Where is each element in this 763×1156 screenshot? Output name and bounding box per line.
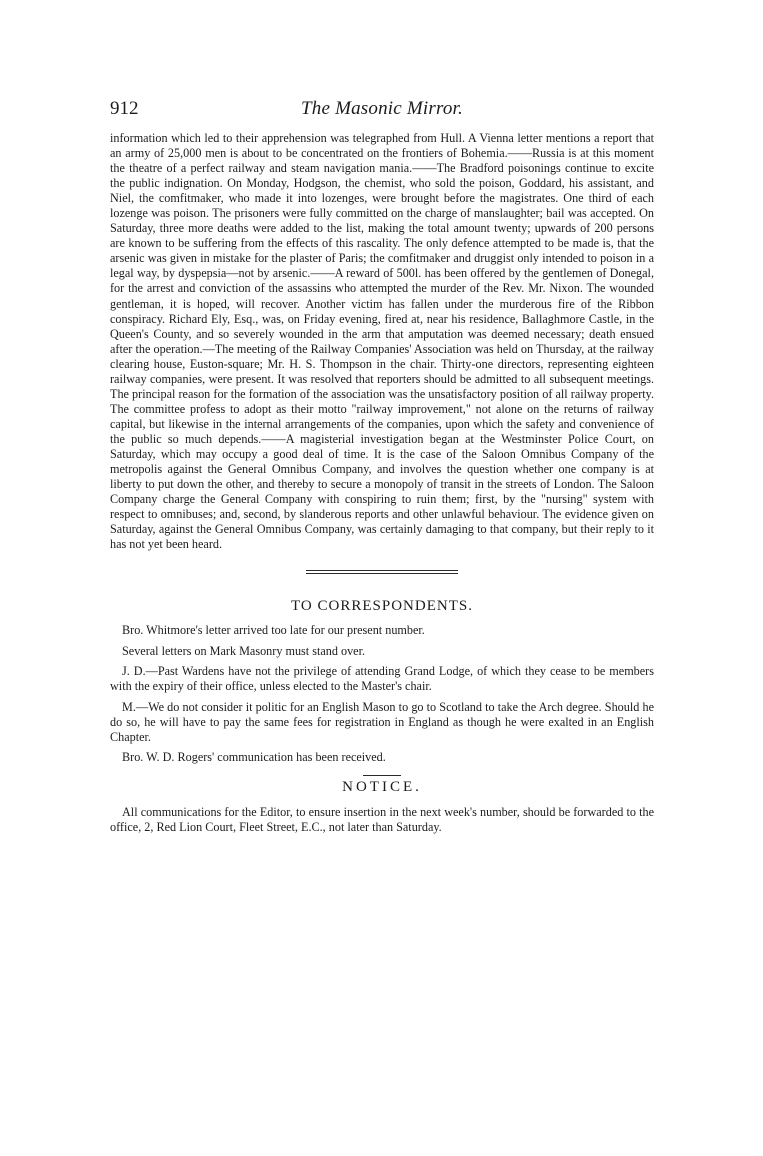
journal-page [110, 98, 654, 835]
running-head [110, 98, 654, 124]
section-divider-rule [306, 573, 458, 574]
correspondent-note: Several letters on Mark Masonry must stand over. [122, 643, 366, 658]
notice-divider-rule [363, 775, 401, 776]
page-number: 912 [110, 98, 139, 119]
correspondent-note: Bro. Whitmore's letter arrived too late for our present number. [122, 623, 425, 638]
section-divider-rule [306, 570, 458, 571]
correspondents-list [110, 623, 654, 765]
correspondent-note: J. D.—Past Wardens have not the privilege of attending Grand Lodge, of which they cease to be members with the expiry of their office, unless elected to the Master's chair. [110, 663, 654, 694]
news-article-text: information which led to their apprehension was telegraphed from Hull. A Vienna letter mentions a report that an army of 25,000 men is about to be concentrated on the frontiers of Bohemia.——Russia is at this moment the theatre of a perfect railway and steam navigation mania.——The Bradford poisonings continue to excite the public indignation. On Monday, Hodgson, the chemist, who sold the poison, Goddard, his assistant, and Niel, the comfitmaker, who made it into lozenges, were brought before the magistrates. One third of each lozenge was poison. The prisoners were fully committed on the charge of manslaughter; bail was accepted. On Saturday, three more deaths were added to the list, making the total amount twenty; upwards of 200 persons are known to be suffering from the effects of this rascality. The only defence attempted to be made is, that the arsenic was given in mistake for the plaster of Paris; the comfitmaker and druggist only intended to poison in a legal way, by dyspepsia—not by arsenic.——A reward of 500l. has been offered by the gentlemen of Donegal, for the arrest and conviction of the assassins who attempted the murder of the Rev. Mr. Nixon. The wounded gentleman, it is hoped, will recover. Another victim has fallen under the murderous fire of the Ribbon conspiracy. Richard Ely, Esq., was, on Friday evening, fired at, near his residence, Ballaghmore Castle, in the Queen's County, and so severely wounded in the arm that amputation was deemed necessary; death ensued after the operation.—The meeting of the Railway Companies' Association was held on Thursday, at the railway clearing house, Euston-square; Mr. H. S. Thompson in the chair. Thirty-one directors, representing eighteen railway companies, were present. It was resolved that reporters should be admitted to all subsequent meetings. The principal reason for the formation of the association was the unsatisfactory position of all railway property. The committee profess to adopt as their motto "railway improvement," not alone on the returns of railway capital, but likewise in the internal arrangements of the companies, upon which the safety and convenience of the public so much depends.——A magisterial investigation began at the Westminster Police Court, on Saturday, which may occupy a good deal of time. It is the case of the Saloon Omnibus Company of the metropolis against the General Omnibus Company, and involves the question whether one company is at liberty to put down the other, and thereby to secure a monopoly of transit in the streets of London. The Saloon Company charge the General Company with conspiring to ruin them; first, by the "nursing" system with respect to omnibuses; and, second, by slanderous reports and other unlawful behaviour. The evidence given on Saturday, against the General Omnibus Company, was certainly damaging to that company, but their reply to it has not yet been heard. [110, 131, 654, 552]
correspondent-note: M.—We do not consider it politic for an English Mason to go to Scotland to take the Arch degree. Should he do so, he will have to pay the same fees for registration in England as though he were exalted in an English Chapter. [110, 699, 654, 745]
notice-heading: NOTICE. [342, 778, 422, 795]
notice-text: All communications for the Editor, to ensure insertion in the next week's number, should be forwarded to the office, 2, Red Lion Court, Fleet Street, E.C., not later than Saturday. [110, 804, 654, 834]
correspondent-note: Bro. W. D. Rogers' communication has been received. [122, 750, 386, 765]
correspondents-heading: TO CORRESPONDENTS. [291, 598, 473, 615]
journal-title: The Masonic Mirror. [301, 98, 463, 119]
